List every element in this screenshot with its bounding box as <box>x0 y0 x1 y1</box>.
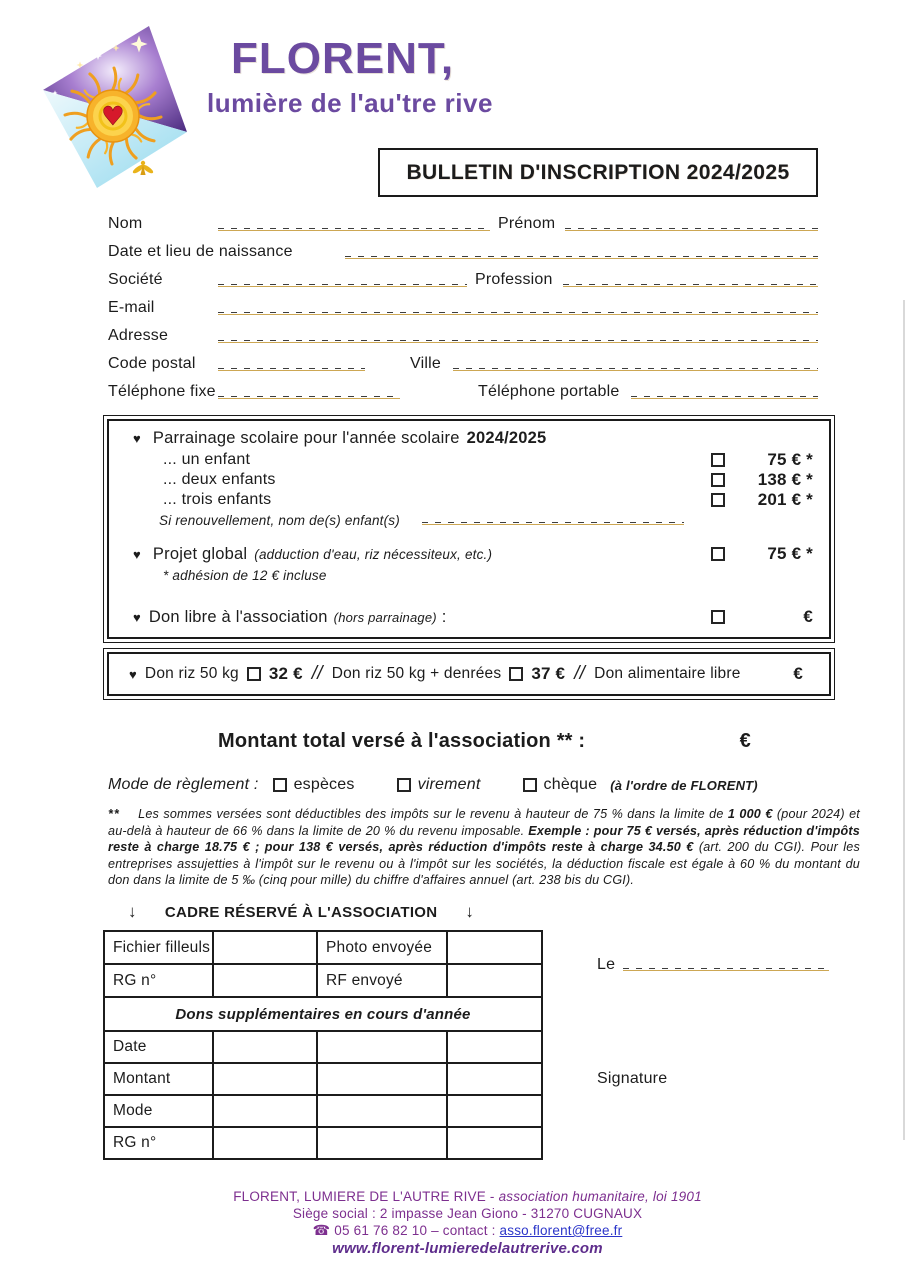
website-link[interactable]: www.florent-lumieredelautrerive.com <box>332 1240 603 1257</box>
naissance-input-line[interactable] <box>345 254 818 259</box>
signature-label: Signature <box>597 1070 668 1087</box>
don-riz-price: 32 € <box>268 664 303 683</box>
checkbox-virement[interactable] <box>397 778 411 792</box>
cheque-label: chèque <box>543 776 598 793</box>
brand-tagline: lumière de l'au'tre rive <box>207 88 493 118</box>
checkbox-don-riz-denrees[interactable] <box>509 667 523 681</box>
row-nom-prenom <box>108 207 818 235</box>
parrainage-year: 2024/2025 <box>466 429 547 447</box>
parrainage-heading-row <box>133 429 813 450</box>
heart-icon: ♥ <box>133 609 141 625</box>
brand-name: FLORENT, <box>231 34 455 83</box>
option-label: ... un enfant <box>163 451 251 469</box>
payment-option-especes <box>273 776 355 794</box>
scan-edge-artifact <box>903 300 905 1140</box>
cell-date-label: Date <box>104 1031 213 1063</box>
table-row <box>104 1031 542 1063</box>
contact-text: – contact : <box>427 1223 500 1238</box>
cell-fichier-filleuls-value[interactable] <box>213 931 317 964</box>
virement-label: virement <box>417 776 481 793</box>
price-projet-global: 75 € * <box>767 544 813 563</box>
cell-rg2-value[interactable] <box>213 1127 317 1159</box>
table-section-header: Dons supplémentaires en cours d'année <box>104 997 542 1031</box>
org-type: association humanitaire, loi 1901 <box>498 1189 702 1204</box>
don-libre-note: (hors parrainage) <box>333 609 437 625</box>
nom-input-line[interactable] <box>218 226 490 231</box>
option-deux-enfants <box>163 470 813 490</box>
date-row <box>597 956 829 974</box>
ville-input-line[interactable] <box>453 366 818 371</box>
option-label: ... deux enfants <box>163 471 276 489</box>
don-libre-colon: : <box>441 607 447 626</box>
footer-address: Siège social : 2 impasse Jean Giono - 31270 CUGNAUX <box>292 1206 643 1221</box>
price-deux-enfants: 138 € * <box>757 470 813 490</box>
ville-label: Ville <box>410 355 441 372</box>
nom-label: Nom <box>108 215 143 232</box>
cell-rf-envoye-label: RF envoyé <box>317 964 447 997</box>
cell-photo-envoyee-label: Photo envoyée <box>317 931 447 964</box>
table-row <box>104 931 542 964</box>
projet-label: Projet global <box>152 544 248 563</box>
footer-line3 <box>100 1222 835 1239</box>
table-row <box>104 1095 542 1127</box>
renew-input-line[interactable] <box>422 520 684 525</box>
heart-icon: ♥ <box>133 431 141 446</box>
cell-mode-label: Mode <box>104 1095 213 1127</box>
admin-table <box>103 930 543 1160</box>
option-un-enfant <box>163 450 813 470</box>
renew-row <box>159 510 813 528</box>
cell-montant-label: Montant <box>104 1063 213 1095</box>
row-adresse <box>108 319 818 347</box>
renew-note: Si renouvellement, nom de(s) enfant(s) <box>159 513 400 528</box>
option-don-libre <box>133 607 813 627</box>
date-input-line[interactable] <box>623 966 829 971</box>
total-row <box>108 730 835 753</box>
email-input-line[interactable] <box>218 310 818 315</box>
profession-label: Profession <box>475 271 553 288</box>
don-alimentaire-currency: € <box>793 664 803 683</box>
checkbox-un-enfant[interactable] <box>711 453 725 467</box>
tel-fixe-label: Téléphone fixe <box>108 383 216 400</box>
row-naissance <box>108 235 818 263</box>
cell-montant-value[interactable] <box>213 1063 317 1095</box>
total-label: Montant total versé à l'association ** : <box>218 730 586 752</box>
org-name: FLORENT, LUMIERE DE L'AUTRE RIVE - <box>233 1189 499 1204</box>
total-currency: € <box>739 730 751 752</box>
checkbox-cheque[interactable] <box>523 778 537 792</box>
payment-label: Mode de règlement : <box>108 776 259 793</box>
table-section-row <box>104 997 542 1031</box>
cell-date-value[interactable] <box>213 1031 317 1063</box>
prenom-label: Prénom <box>498 215 556 232</box>
admin-header <box>128 902 474 922</box>
row-societe-profession <box>108 263 818 291</box>
checkbox-deux-enfants[interactable] <box>711 473 725 487</box>
footer <box>100 1188 835 1257</box>
cell-rg2-label: RG n° <box>104 1127 213 1159</box>
don-riz-denrees-label: Don riz 50 kg + denrées <box>331 665 502 682</box>
brand-block <box>207 34 493 119</box>
cell-date-value[interactable] <box>447 1031 542 1063</box>
row-telephones <box>108 375 818 403</box>
arrow-down-icon: ↓ <box>465 902 475 921</box>
cell-montant-value[interactable] <box>447 1063 542 1095</box>
adresse-label: Adresse <box>108 327 169 344</box>
cell-mode-value[interactable] <box>447 1095 542 1127</box>
societe-label: Société <box>108 271 163 288</box>
table-row <box>104 964 542 997</box>
checkbox-don-riz[interactable] <box>247 667 261 681</box>
naissance-label: Date et lieu de naissance <box>108 243 293 260</box>
row-email <box>108 291 818 319</box>
cell-date-value[interactable] <box>317 1031 447 1063</box>
projet-note: (adduction d'eau, riz nécessiteux, etc.) <box>254 546 493 562</box>
profession-input-line[interactable] <box>563 282 818 287</box>
email-link[interactable]: asso.florent@free.fr <box>499 1223 623 1238</box>
row-codepostal-ville <box>108 347 818 375</box>
adhesion-note: * adhésion de 12 € incluse <box>163 568 327 583</box>
separator: // <box>311 663 323 684</box>
don-libre-currency: € <box>803 607 813 626</box>
don-riz-label: Don riz 50 kg <box>144 665 239 682</box>
cheque-note: (à l'ordre de FLORENT) <box>610 777 758 793</box>
don-alimentaire-label: Don alimentaire libre <box>594 665 741 682</box>
adresse-input-line[interactable] <box>218 338 818 343</box>
payment-row <box>108 776 835 794</box>
code-postal-label: Code postal <box>108 355 196 372</box>
association-logo <box>35 20 205 195</box>
payment-option-virement <box>397 776 481 794</box>
heart-icon: ♥ <box>133 546 141 562</box>
price-un-enfant: 75 € * <box>767 450 813 470</box>
phone-icon: ☎ <box>312 1222 331 1238</box>
footer-line1 <box>100 1188 835 1205</box>
date-label: Le <box>597 956 616 973</box>
cell-rg2-value[interactable] <box>447 1127 542 1159</box>
price-trois-enfants: 201 € * <box>757 490 813 510</box>
tax-deduction-note: ** Les sommes versées sont déductibles des impôts sur le revenu à hauteur de 75 % dans la limite de 1 000 € (pour 2024) et au-delà à hauteur de 66 % dans la limite de 20 % du revenu imposable. Exemple : pour 75 € versés, après réduction d'impôts reste à charge 18.75 € ; pour 138 € versés, après réduction d'impôts reste à charge 34.50 € (art. 200 du CGI). Pour les entreprises assujetties à l'impôt sur le revenu ou à l'impôt sur les sociétés, la déduction fiscale est égale à 60 % du montant du don dans la limite de 5 ‰ (cinq pour mille) du chiffre d'affaires annuel (art. 238 bis du CGI). <box>108 807 861 888</box>
tel-portable-input-line[interactable] <box>631 394 818 399</box>
cell-mode-value[interactable] <box>317 1095 447 1127</box>
cell-rg-no-label: RG n° <box>104 964 213 997</box>
cell-fichier-filleuls-label: Fichier filleuls <box>104 931 213 964</box>
payment-option-cheque <box>523 776 758 794</box>
option-projet-global <box>133 544 813 564</box>
don-riz-denrees-price: 37 € <box>531 664 566 683</box>
parrainage-heading: Parrainage scolaire pour l'année scolaire <box>152 429 460 447</box>
don-libre-label: Don libre à l'association <box>148 607 328 626</box>
prenom-input-line[interactable] <box>565 226 818 231</box>
email-label: E-mail <box>108 299 155 316</box>
checkbox-trois-enfants[interactable] <box>711 493 725 507</box>
cell-rg-no-value[interactable] <box>213 964 317 997</box>
svg-text:♥: ♥ <box>101 102 125 132</box>
societe-input-line[interactable] <box>218 282 467 287</box>
checkbox-projet-global[interactable] <box>711 547 725 561</box>
cell-rf-envoye-value[interactable] <box>447 964 542 997</box>
rice-donation-box <box>103 648 835 700</box>
tel-portable-label: Téléphone portable <box>478 383 620 400</box>
tel-fixe-input-line[interactable] <box>218 394 400 399</box>
table-row <box>104 1127 542 1159</box>
checkbox-especes[interactable] <box>273 778 287 792</box>
donation-options-box <box>103 415 835 643</box>
admin-header-title: CADRE RÉSERVÉ À L'ASSOCIATION <box>164 903 438 921</box>
phone-number: 05 61 76 82 10 <box>334 1223 428 1238</box>
code-postal-input-line[interactable] <box>218 366 365 371</box>
arrow-down-icon: ↓ <box>128 902 137 921</box>
checkbox-don-libre[interactable] <box>711 610 725 624</box>
option-trois-enfants <box>163 490 813 510</box>
cell-rg2-value[interactable] <box>317 1127 447 1159</box>
cell-montant-value[interactable] <box>317 1063 447 1095</box>
cell-photo-envoyee-value[interactable] <box>447 931 542 964</box>
especes-label: espèces <box>293 776 355 793</box>
separator: // <box>574 663 586 684</box>
heart-icon: ♥ <box>129 666 137 682</box>
option-label: ... trois enfants <box>163 491 272 509</box>
form-title: BULLETIN D'INSCRIPTION 2024/2025 <box>378 148 818 197</box>
cell-mode-value[interactable] <box>213 1095 317 1127</box>
table-row <box>104 1063 542 1095</box>
identity-fields <box>108 207 818 403</box>
